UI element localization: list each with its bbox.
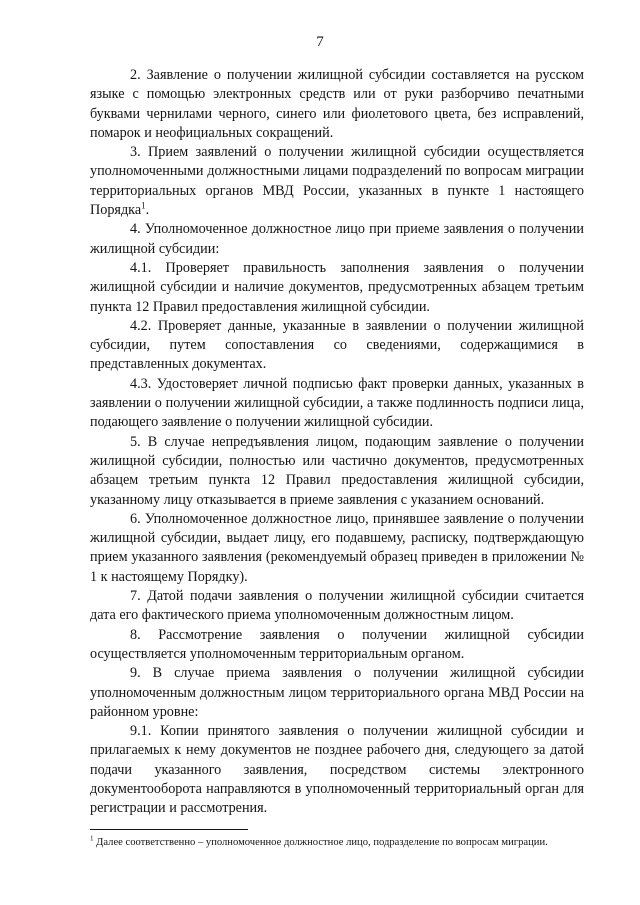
- paragraph-3: 3. Прием заявлений о получении жилищной субсидии осуществляется уполномоченными должностными лицами подразделений по вопросам миграции территориальных органов МВД России, указанных в пункте 1 настоящего Порядка$^1$.: [90, 144, 584, 219]
- footnote-divider: [90, 829, 248, 830]
- paragraph-9: 9. В случае приема заявления о получении жилищной субсидии уполномоченным должностным лицом территориального органа МВД России на районном уровне:: [90, 665, 584, 720]
- paragraph-6: 6. Уполномоченное должностное лицо, принявшее заявление о получении жилищной субсидии, выдает лицу, его подавшему, расписку, подтверждающую прием указанного заявления (рекомендуемый образец приведен в приложении № 1 к настоящему Порядку).: [90, 510, 584, 585]
- paragraph-8: 8. Рассмотрение заявления о получении жилищной субсидии осуществляется уполномоченным территориальным органом.: [90, 626, 584, 662]
- paragraph-4-3: 4.3. Удостоверяет личной подписью факт проверки данных, указанных в заявлении о получении жилищной субсидии, а также подлинность подписи лица, подающего заявление о получении жилищной субсидии.: [90, 375, 584, 431]
- paragraph-9-1: 9.1. Копии принятого заявления о получении жилищной субсидии и прилагаемых к нему документов не позднее рабочего дня, следующего за датой подачи указанного заявления, посредством системы электронного документооборота направляются в уполномоченный территориальный орган для регистрации и рассмотрения.: [90, 723, 584, 817]
- paragraph-4-2: 4.2. Проверяет данные, указанные в заявлении о получении жилищной субсидии, путем сопоставления со сведениями, содержащимися в представленных документах.: [90, 317, 584, 373]
- footnote-text: Далее соответственно – уполномоченное должностное лицо, подразделение по вопросам миграции.: [93, 837, 548, 848]
- page-number: 7: [316, 34, 324, 50]
- paragraph-4-1: 4.1. Проверяет правильность заполнения заявления о получении жилищной субсидии и наличие документов, предусмотренных абзацем третьим пункта 12 Правил предоставления жилищной субсидии.: [90, 259, 584, 315]
- paragraph-7: 7. Датой подачи заявления о получении жилищной субсидии считается дата его фактического приема уполномоченным должностным лицом.: [90, 588, 584, 624]
- footnote-marker: 1: [90, 834, 94, 843]
- paragraph-4: 4. Уполномоченное должностное лицо при приеме заявления о получении жилищной субсидии:: [90, 221, 584, 257]
- footnote-reference: 1: [141, 200, 146, 211]
- footnote: [90, 836, 584, 849]
- document-body: [90, 66, 584, 819]
- paragraph-2: 2. Заявление о получении жилищной субсидии составляется на русском языке с помощью электронных средств или от руки разборчиво печатными буквами чернилами черного, синего или фиолетового цвета, без исправлений, помарок и неофициальных сокращений.: [90, 67, 584, 141]
- paragraph-5: 5. В случае непредъявления лицом, подающим заявление о получении жилищной субсидии, полностью или частично документов, предусмотренных абзацем третьим пункта 12 Правил предоставления жилищной субсидии, указанному лицу отказывается в приеме заявления с указанием оснований.: [90, 433, 584, 508]
